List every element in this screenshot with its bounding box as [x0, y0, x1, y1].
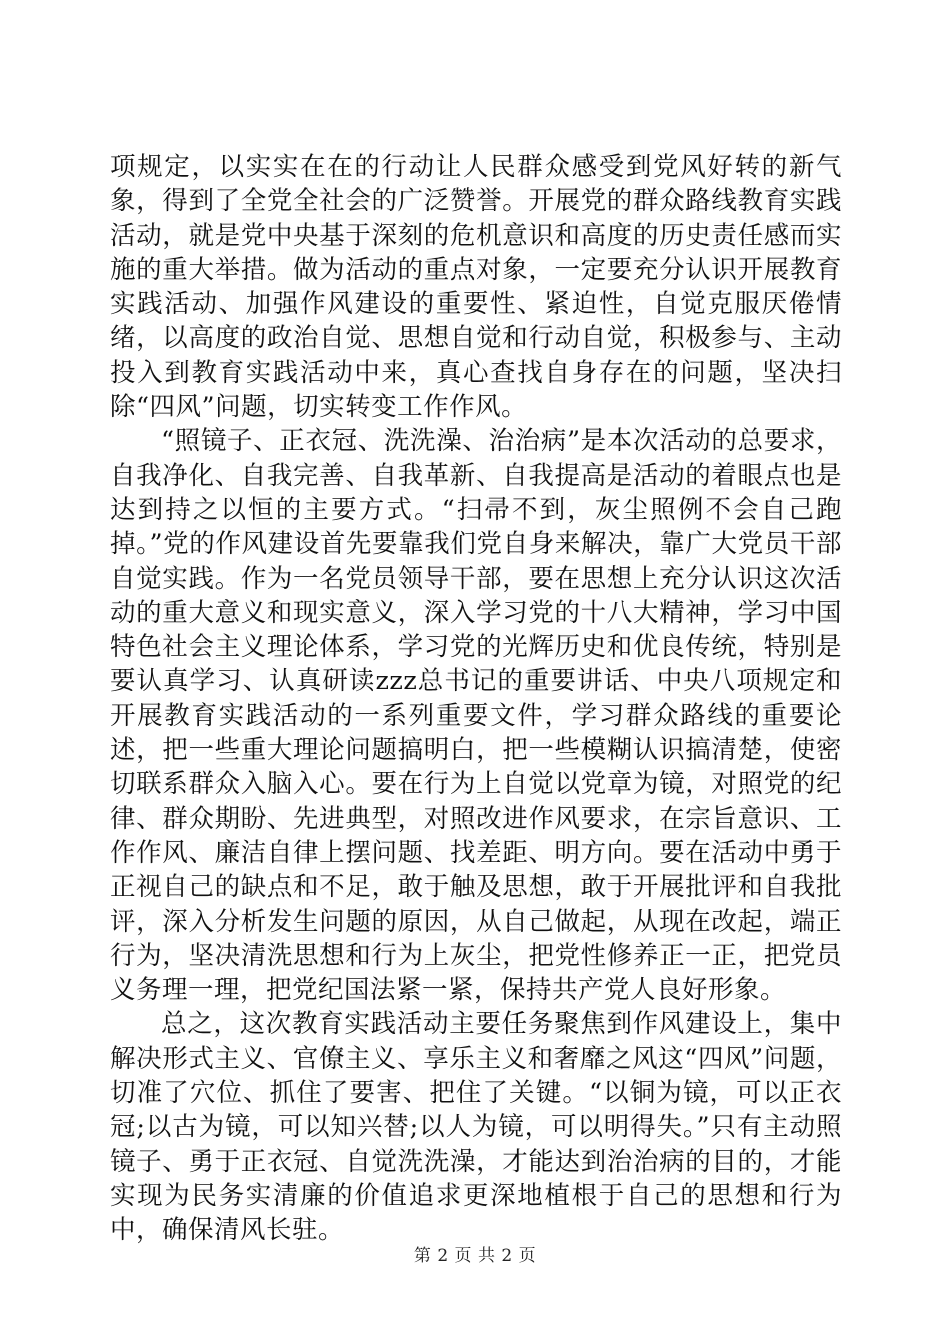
paragraph-conclusion: 总之，这次教育实践活动主要任务聚焦到作风建设上，集中解决形式主义、官僚主义、享乐主义和奢靡之风这“四风”问题，切准了穴位、抓住了要害、把住了关键。“以铜为镜，可以正衣冠;以古为镜，可以知兴替;以人为镜，可以明得失。”只有主动照镜子、勇于正衣冠、自觉洗洗澡，才能达到治治病的目的，才能实现为民务实清廉的价值追求更深地植根于自己的思想和行为中，确保清风长驻。	[110, 1009, 842, 1246]
paragraph-continued: 项规定，以实实在在的行动让人民群众感受到党风好转的新气象，得到了全党全社会的广泛赞誉。开展党的群众路线教育实践活动，就是党中央基于深刻的危机意识和高度的历史责任感而实施的重大举措。做为活动的重点对象，一定要充分认识开展教育实践活动、加强作风建设的重要性、紧迫性，自觉克服厌倦情绪，以高度的政治自觉、思想自觉和行动自觉，积极参与、主动投入到教育实践活动中来，真心查找自身存在的问题，坚决扫除“四风”问题，切实转变工作作风。	[110, 152, 842, 423]
page-footer: 第 2 页 共 2 页	[413, 1246, 537, 1266]
document-body	[110, 150, 842, 1248]
paragraph-mirror-requirements: “照镜子、正衣冠、洗洗澡、治治病”是本次活动的总要求，自我净化、自我完善、自我革新、自我提高是活动的着眼点也是达到持之以恒的主要方式。“扫帚不到，灰尘照例不会自己跑掉。”党的作风建设首先要靠我们党自身来解决，靠广大党员干部自觉实践。作为一名党员领导干部，要在思想上充分认识这次活动的重大意义和现实意义，深入学习党的十八大精神，学习中国特色社会主义理论体系，学习党的光辉历史和优良传统，特别是要认真学习、认真研读zzz总书记的重要讲话、中央八项规定和开展教育实践活动的一系列重要文件，学习群众路线的重要论述，把一些重大理论问题搞明白，把一些模糊认识搞清楚，使密切联系群众入脑入心。要在行为上自觉以党章为镜，对照党的纪律、群众期盼、先进典型，对照改进作风要求，在宗旨意识、工作作风、廉洁自律上摆问题、找差距、明方向。要在活动中勇于正视自己的缺点和不足，敢于触及思想，敢于开展批评和自我批评，深入分析发生问题的原因，从自己做起，从现在改起，端正行为，坚决清洗思想和行为上灰尘，把党性修养正一正，把党员义务理一理，把党纪国法紧一紧，保持共产党人良好形象。	[110, 426, 842, 1006]
